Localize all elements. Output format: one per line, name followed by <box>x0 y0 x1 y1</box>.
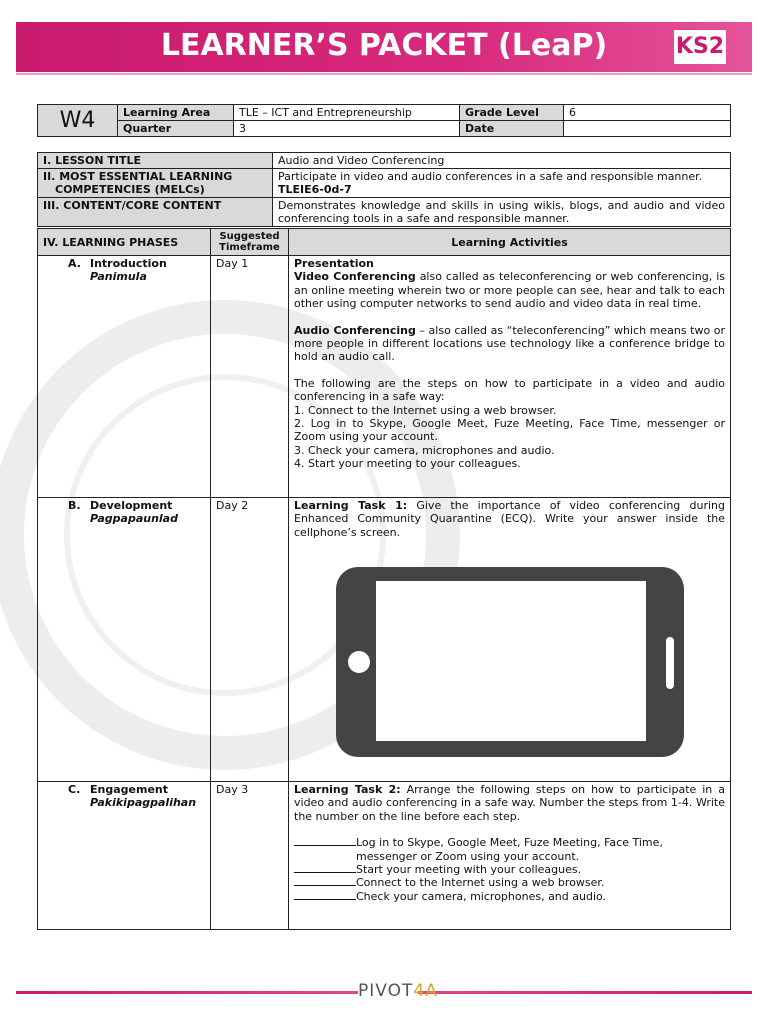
arrange-step-text: Connect to the Internet using a web browser. <box>356 876 605 890</box>
answer-blank[interactable] <box>294 876 356 886</box>
learning-task-2 <box>294 783 725 823</box>
task-2-label: Learning Task 2: <box>294 783 401 796</box>
arrange-step-text: Check your camera, microphones, and audio. <box>356 889 607 903</box>
arrange-steps-list <box>294 836 725 903</box>
lesson-title-value: Audio and Video Conferencing <box>273 153 731 169</box>
introduction-activities <box>289 256 731 498</box>
phase-letter: C. <box>68 783 81 796</box>
phase-title: Development <box>90 499 173 512</box>
answer-blank[interactable] <box>294 836 356 846</box>
info-table <box>37 104 731 137</box>
arrange-step <box>294 876 725 889</box>
engagement-activities <box>289 782 731 930</box>
cellphone-icon <box>336 567 684 757</box>
development-activities <box>289 498 731 782</box>
phase-subtitle: Panimula <box>90 270 147 283</box>
quarter-value: 3 <box>234 121 460 137</box>
activities-header: Learning Activities <box>289 229 731 256</box>
step-4: 4. Start your meeting to your colleagues. <box>294 457 521 471</box>
page-title: LEARNER’S PACKET (LeaP) <box>160 28 608 63</box>
task-1-text: Give the importance of video conferencing during Enhanced Community Quarantine (ECQ). Write your answer inside the cellphone’s screen. <box>294 499 725 539</box>
phase-title: Engagement <box>90 783 168 796</box>
pivot-logo-text: PIVOT <box>358 981 414 1001</box>
task-2-text: Arrange the following steps on how to participate in a video and audio conferencing in a safe way. Number the steps from 1-4. Write the number on the line before each step. <box>294 783 725 823</box>
answer-blank[interactable] <box>294 890 356 900</box>
melc-text: Participate in video and audio conferences in a safe and responsible manner. <box>278 170 703 183</box>
learning-area-label: Learning Area <box>118 105 234 121</box>
phase-row-introduction <box>38 256 731 498</box>
video-conferencing-term: Video Conferencing <box>294 270 416 284</box>
content-value: Demonstrates knowledge and skills in using wikis, blogs, and audio and video conferencing tools in a safe and responsible manner. <box>273 198 731 227</box>
step-2: 2. Log in to Skype, Google Meet, Fuze Meeting, Face Time, messenger or Zoom using your account. <box>294 417 725 444</box>
date-label: Date <box>460 121 564 137</box>
cellphone-screen-answer-area[interactable] <box>376 581 646 741</box>
phase-letter: A. <box>68 257 81 270</box>
phase-row-engagement <box>38 782 731 930</box>
audio-conferencing-term: Audio Conferencing <box>294 323 416 337</box>
phase-title: Introduction <box>90 257 167 270</box>
arrange-step-text: Start your meeting with your colleagues. <box>356 863 582 877</box>
phase-introduction <box>38 256 211 498</box>
melc-value <box>273 169 731 198</box>
task-1-label: Learning Task 1: <box>294 499 408 512</box>
header-divider <box>16 73 752 75</box>
pivot-logo <box>358 981 438 1003</box>
ks-badge: KS2 <box>674 30 726 64</box>
phone-home-button <box>348 651 370 673</box>
arrange-step <box>294 836 725 863</box>
audio-conferencing-text: – also called as “teleconferencing” which means two or more people in different locations use technology like a conference bridge to hold an audio call. <box>294 323 726 364</box>
lesson-table <box>37 152 731 227</box>
phase-subtitle: Pakikipagpalihan <box>90 796 197 809</box>
date-value[interactable] <box>564 121 731 137</box>
day-1: Day 1 <box>211 256 289 498</box>
grade-level-label: Grade Level <box>460 105 564 121</box>
phase-subtitle: Pagpapaunlad <box>90 512 178 525</box>
arrange-step <box>294 890 725 903</box>
day-2: Day 2 <box>211 498 289 782</box>
learning-phases-table <box>37 228 731 930</box>
video-conferencing-text: also called as teleconferencing or web conferencing, is an online meeting wherein two or more people can see, hear and talk to each other using computer networks to send audio and video data in real time. <box>294 270 725 311</box>
melc-label <box>38 169 273 198</box>
phase-development <box>38 498 211 782</box>
week-badge: W4 <box>38 105 118 137</box>
learning-area-value: TLE – ICT and Entrepreneurship <box>234 105 460 121</box>
learning-task-1 <box>294 499 725 539</box>
phase-letter: B. <box>68 499 81 512</box>
content-label: III. CONTENT/CORE CONTENT <box>38 198 273 227</box>
phone-speaker <box>666 637 674 689</box>
pivot-logo-4a: 4A <box>413 981 438 1001</box>
answer-blank[interactable] <box>294 863 356 873</box>
day-3: Day 3 <box>211 782 289 930</box>
arrange-step <box>294 863 725 876</box>
quarter-label: Quarter <box>118 121 234 137</box>
lesson-title-label: I. LESSON TITLE <box>38 153 273 169</box>
melc-code: TLEIE6-0d-7 <box>278 183 352 196</box>
step-3: 3. Check your camera, microphones and audio. <box>294 443 555 457</box>
presentation-heading: Presentation <box>294 257 374 270</box>
phases-header: IV. LEARNING PHASES <box>38 229 211 256</box>
melc-label-line2: COMPETENCIES (MELCs) <box>55 183 205 196</box>
grade-level-value: 6 <box>564 105 731 121</box>
step-1: 1. Connect to the Internet using a web browser. <box>294 403 557 417</box>
video-conferencing-definition <box>294 270 725 310</box>
arrange-step-text: Log in to Skype, Google Meet, Fuze Meeting, Face Time, messenger or Zoom using your account. <box>356 836 663 863</box>
header-banner <box>16 22 752 72</box>
steps-intro: The following are the steps on how to participate in a video and audio conferencing in a safe way: <box>294 376 725 404</box>
phase-row-development <box>38 498 731 782</box>
melc-label-line1: II. MOST ESSENTIAL LEARNING <box>43 170 233 183</box>
audio-conferencing-definition <box>294 324 725 364</box>
phase-engagement <box>38 782 211 930</box>
timeframe-header: Suggested Timeframe <box>211 229 289 256</box>
